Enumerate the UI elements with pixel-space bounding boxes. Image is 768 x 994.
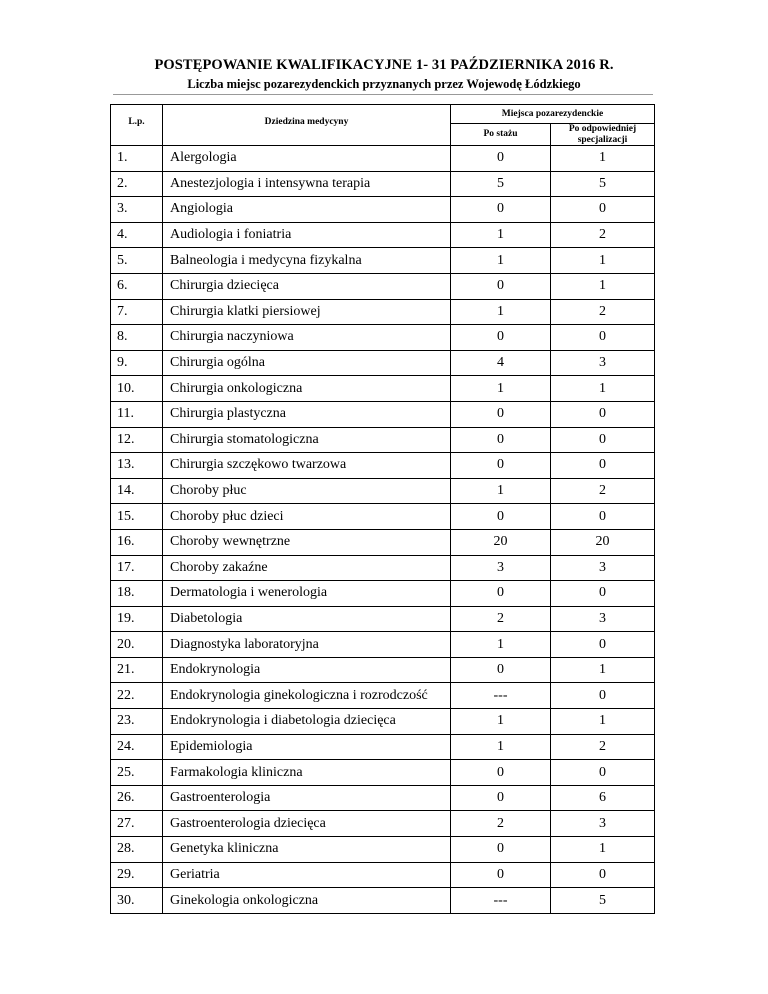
row-po-specjalizacji: 1 (551, 837, 655, 863)
row-number: 10. (111, 376, 163, 402)
row-number: 21. (111, 657, 163, 683)
row-number: 16. (111, 529, 163, 555)
row-number: 8. (111, 325, 163, 351)
row-po-specjalizacji: 0 (551, 325, 655, 351)
row-number: 4. (111, 222, 163, 248)
row-field-name: Genetyka kliniczna (163, 837, 451, 863)
row-field-name: Choroby wewnętrzne (163, 529, 451, 555)
table-row (111, 171, 655, 197)
table-row (111, 350, 655, 376)
row-po-stazu: 1 (451, 222, 551, 248)
table-row (111, 811, 655, 837)
row-field-name: Diagnostyka laboratoryjna (163, 632, 451, 658)
row-number: 13. (111, 453, 163, 479)
row-number: 28. (111, 837, 163, 863)
table-row (111, 248, 655, 274)
table-row (111, 325, 655, 351)
row-po-specjalizacji: 1 (551, 709, 655, 735)
row-po-specjalizacji: 3 (551, 811, 655, 837)
row-po-specjalizacji: 1 (551, 657, 655, 683)
row-number: 12. (111, 427, 163, 453)
table-row (111, 273, 655, 299)
row-number: 25. (111, 760, 163, 786)
row-po-stazu: 2 (451, 811, 551, 837)
document-title: POSTĘPOWANIE KWALIFIKACYJNE 1- 31 PAŹDZIERNIKA 2016 R. (154, 57, 614, 73)
row-number: 11. (111, 401, 163, 427)
row-field-name: Gastroenterologia (163, 785, 451, 811)
row-po-stazu: 20 (451, 529, 551, 555)
row-po-stazu: 1 (451, 478, 551, 504)
row-po-stazu: 5 (451, 171, 551, 197)
row-number: 22. (111, 683, 163, 709)
row-field-name: Chirurgia naczyniowa (163, 325, 451, 351)
row-field-name: Endokrynologia i diabetologia dziecięca (163, 709, 451, 735)
table-row (111, 581, 655, 607)
row-po-specjalizacji: 0 (551, 453, 655, 479)
table-row (111, 734, 655, 760)
row-field-name: Choroby płuc (163, 478, 451, 504)
row-field-name: Dermatologia i wenerologia (163, 581, 451, 607)
row-po-specjalizacji: 3 (551, 350, 655, 376)
row-field-name: Balneologia i medycyna fizykalna (163, 248, 451, 274)
row-po-specjalizacji: 20 (551, 529, 655, 555)
table-row (111, 427, 655, 453)
table-row (111, 197, 655, 223)
row-field-name: Endokrynologia (163, 657, 451, 683)
header-lp: L.p. (111, 105, 163, 146)
row-po-stazu: 0 (451, 453, 551, 479)
row-number: 9. (111, 350, 163, 376)
row-po-specjalizacji: 1 (551, 376, 655, 402)
header-po-stazu: Po stażu (451, 124, 551, 146)
row-field-name: Alergologia (163, 146, 451, 172)
row-field-name: Chirurgia ogólna (163, 350, 451, 376)
row-number: 27. (111, 811, 163, 837)
row-po-stazu: 1 (451, 299, 551, 325)
row-number: 7. (111, 299, 163, 325)
row-po-specjalizacji: 0 (551, 401, 655, 427)
table-row (111, 862, 655, 888)
title-divider (113, 94, 653, 95)
row-field-name: Choroby zakaźne (163, 555, 451, 581)
row-po-specjalizacji: 0 (551, 760, 655, 786)
table-row (111, 529, 655, 555)
row-po-specjalizacji: 0 (551, 504, 655, 530)
row-number: 19. (111, 606, 163, 632)
row-field-name: Ginekologia onkologiczna (163, 888, 451, 914)
row-po-stazu: 0 (451, 581, 551, 607)
row-field-name: Gastroenterologia dziecięca (163, 811, 451, 837)
document-subtitle: Liczba miejsc pozarezydenckich przyznanych przez Wojewodę Łódzkiego (187, 77, 581, 91)
table-row (111, 632, 655, 658)
row-number: 6. (111, 273, 163, 299)
header-po-specjalizacji: Po odpowiedniej specjalizacji (551, 124, 655, 146)
table-row (111, 709, 655, 735)
row-po-stazu: 0 (451, 401, 551, 427)
row-po-specjalizacji: 1 (551, 273, 655, 299)
row-po-specjalizacji: 2 (551, 734, 655, 760)
row-po-specjalizacji: 0 (551, 862, 655, 888)
row-po-stazu: --- (451, 888, 551, 914)
header-field: Dziedzina medycyny (163, 105, 451, 146)
table-row (111, 222, 655, 248)
table-row (111, 785, 655, 811)
row-po-stazu: 1 (451, 734, 551, 760)
row-field-name: Chirurgia dziecięca (163, 273, 451, 299)
row-po-stazu: 0 (451, 837, 551, 863)
table-row (111, 504, 655, 530)
row-number: 20. (111, 632, 163, 658)
row-field-name: Chirurgia szczękowo twarzowa (163, 453, 451, 479)
row-po-stazu: --- (451, 683, 551, 709)
row-po-stazu: 0 (451, 427, 551, 453)
row-field-name: Choroby płuc dzieci (163, 504, 451, 530)
table-row (111, 760, 655, 786)
row-po-specjalizacji: 1 (551, 248, 655, 274)
row-po-specjalizacji: 0 (551, 427, 655, 453)
row-po-specjalizacji: 2 (551, 478, 655, 504)
row-number: 2. (111, 171, 163, 197)
row-field-name: Anestezjologia i intensywna terapia (163, 171, 451, 197)
header-row-top (111, 105, 655, 124)
row-field-name: Diabetologia (163, 606, 451, 632)
row-field-name: Audiologia i foniatria (163, 222, 451, 248)
table-row (111, 146, 655, 172)
row-po-specjalizacji: 0 (551, 683, 655, 709)
row-po-specjalizacji: 0 (551, 197, 655, 223)
row-field-name: Epidemiologia (163, 734, 451, 760)
table-row (111, 555, 655, 581)
row-po-specjalizacji: 1 (551, 146, 655, 172)
row-po-stazu: 0 (451, 657, 551, 683)
row-field-name: Chirurgia onkologiczna (163, 376, 451, 402)
row-number: 17. (111, 555, 163, 581)
row-number: 14. (111, 478, 163, 504)
table-row (111, 888, 655, 914)
row-po-stazu: 1 (451, 632, 551, 658)
row-po-stazu: 1 (451, 248, 551, 274)
row-field-name: Angiologia (163, 197, 451, 223)
row-number: 26. (111, 785, 163, 811)
row-po-specjalizacji: 5 (551, 888, 655, 914)
table-row (111, 657, 655, 683)
row-po-stazu: 0 (451, 785, 551, 811)
table-row (111, 478, 655, 504)
row-number: 24. (111, 734, 163, 760)
row-po-specjalizacji: 2 (551, 222, 655, 248)
row-po-stazu: 0 (451, 197, 551, 223)
row-number: 3. (111, 197, 163, 223)
row-field-name: Chirurgia plastyczna (163, 401, 451, 427)
row-field-name: Chirurgia klatki piersiowej (163, 299, 451, 325)
table-row (111, 606, 655, 632)
table-row (111, 453, 655, 479)
table-row (111, 401, 655, 427)
row-po-stazu: 0 (451, 504, 551, 530)
row-po-stazu: 4 (451, 350, 551, 376)
table-row (111, 376, 655, 402)
table-body (111, 105, 655, 914)
row-po-stazu: 0 (451, 862, 551, 888)
row-field-name: Endokrynologia ginekologiczna i rozrodczość (163, 683, 451, 709)
row-po-specjalizacji: 0 (551, 581, 655, 607)
row-number: 30. (111, 888, 163, 914)
row-po-stazu: 2 (451, 606, 551, 632)
row-field-name: Farmakologia kliniczna (163, 760, 451, 786)
row-number: 23. (111, 709, 163, 735)
table-row (111, 683, 655, 709)
row-po-stazu: 3 (451, 555, 551, 581)
row-number: 18. (111, 581, 163, 607)
table-row (111, 837, 655, 863)
row-field-name: Geriatria (163, 862, 451, 888)
header-group: Miejsca pozarezydenckie (451, 105, 655, 124)
table-row (111, 299, 655, 325)
allocation-table (110, 104, 655, 914)
row-po-specjalizacji: 0 (551, 632, 655, 658)
row-po-specjalizacji: 5 (551, 171, 655, 197)
row-po-stazu: 1 (451, 376, 551, 402)
row-po-specjalizacji: 2 (551, 299, 655, 325)
row-field-name: Chirurgia stomatologiczna (163, 427, 451, 453)
row-po-specjalizacji: 6 (551, 785, 655, 811)
row-number: 1. (111, 146, 163, 172)
row-po-stazu: 0 (451, 273, 551, 299)
row-po-stazu: 0 (451, 325, 551, 351)
row-po-specjalizacji: 3 (551, 555, 655, 581)
row-po-stazu: 0 (451, 760, 551, 786)
row-po-stazu: 1 (451, 709, 551, 735)
row-number: 15. (111, 504, 163, 530)
row-number: 5. (111, 248, 163, 274)
row-po-stazu: 0 (451, 146, 551, 172)
row-number: 29. (111, 862, 163, 888)
row-po-specjalizacji: 3 (551, 606, 655, 632)
